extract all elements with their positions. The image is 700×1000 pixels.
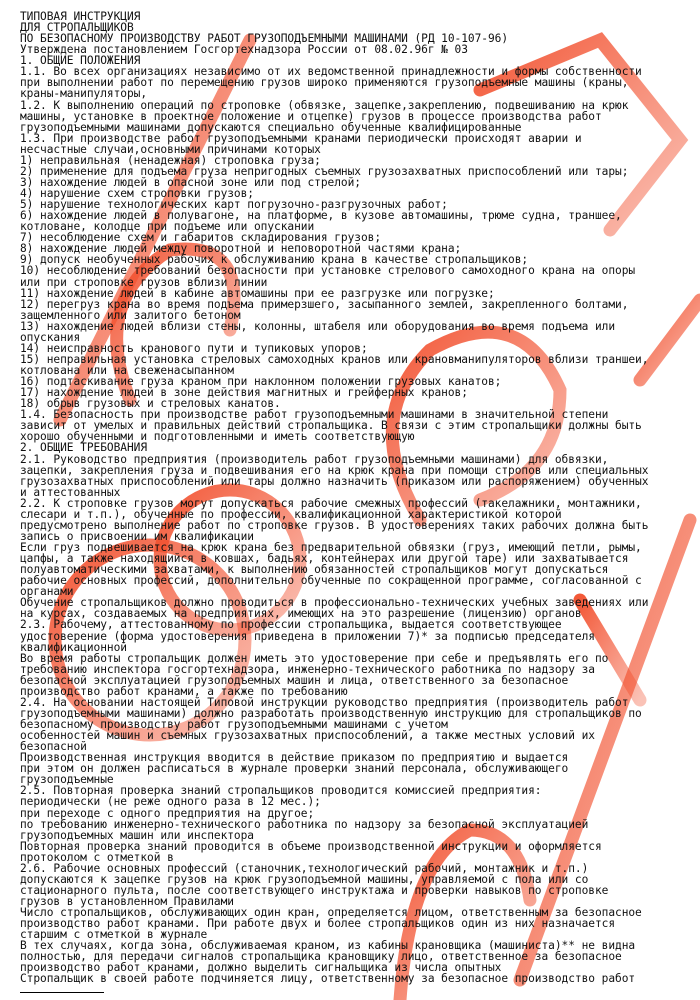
- text-line: 10) несоблюдение требований безопасности при установке стрелового самоходного крана на опоры: [20, 264, 636, 278]
- text-line: грузоподъемными машинами) должно разработать производственную инструкцию для стропальщиков по: [20, 706, 642, 720]
- text-line: Число стропальщиков, обслуживающих один кран, определяется лицом, ответственным за безопасное: [20, 906, 642, 920]
- text-line: производство работ кранами, а также по требованию: [20, 684, 348, 698]
- text-line: слесари и т.п.), обученные по профессии, квалификационной характеристикой которой: [20, 507, 562, 521]
- text-line: 1.3. При производстве работ грузоподъемными кранами периодически происходят аварии и: [20, 131, 582, 145]
- text-line: несчастные случаи,основными причинами которых: [20, 142, 321, 156]
- text-line: В тех случаях, когда зона, обслуживаемая краном, из кабины крановщика (машиниста)** не видна: [20, 939, 636, 953]
- text-line: грузов в установленном Правилами: [20, 895, 234, 908]
- text-line: 3) нахождение людей в опасной зоне или под стрелой;: [20, 175, 361, 189]
- text-line: 8) нахождение людей между поворотной и неповоротной частями крана;: [20, 242, 462, 256]
- text-line: по требованию инженерно-технического работника по надзору за безопасной эксплуатацией: [20, 817, 589, 831]
- text-line: 15) неправильная установка стреловых самоходных кранов или крановманипуляторов вблизи траншеи,: [20, 352, 649, 366]
- text-line: опускания: [20, 330, 81, 344]
- text-line: 5) нарушение технологических карт погрузочно-разгрузочных работ;: [20, 198, 448, 212]
- text-line: зависит от умелых и правильных действий стропальщика. В связи с этим стропальщики должны быть: [20, 419, 642, 433]
- text-line: органами: [20, 585, 74, 599]
- text-line: безопасной: [20, 740, 87, 754]
- text-line: 2.2. К строповке грузов могут допускаться рабочие смежных профессий (такелажники, монтажники,: [20, 496, 642, 510]
- text-line: безопасному производству работ грузоподъемными машинами с учетом: [20, 718, 448, 731]
- text-line: 12) перегруз крана во время подъема примерзшего, засыпанного землей, закрепленного болтами,: [20, 297, 629, 311]
- document-body: [20, 11, 700, 985]
- text-line: 1.1. Во всех организациях независимо от их ведомственной принадлежности и формы собственности: [20, 65, 642, 79]
- text-line: рабочие основных профессий, дополнительно обученные по сокращенной программе, согласованной с: [20, 574, 642, 588]
- text-line: полностью, для передачи сигналов стропальщика крановщику лицо, ответственное за безопасное: [20, 950, 622, 964]
- text-line: периодически (не реже одного раза в 12 мес.);: [20, 795, 321, 809]
- text-line: краны-манипуляторы,: [20, 87, 148, 101]
- text-line: 7) несоблюдение схем и габаритов складирования грузов;: [20, 231, 382, 245]
- text-line: 2.4. На основании настоящей Типовой инструкции руководство предприятия (производитель работ: [20, 695, 629, 709]
- text-line: 1) неправильная (ненадежная) строповка груза;: [20, 153, 321, 167]
- text-line: 6) нахождение людей в полувагоне, на платформе, в кузове автомашины, трюме судна, траншее,: [20, 209, 622, 223]
- text-line: протоколом с отметкой в: [20, 850, 174, 864]
- text-line: старшим с отметкой в журнале: [20, 928, 208, 942]
- text-line: хорошо обученными и подготовленными и иметь соответствующую: [20, 430, 415, 444]
- text-line: Обучение стропальщиков должно проводиться в профессионально-технических учебных заведениях или: [20, 596, 649, 610]
- text-line: защемленного или залитого бетоном: [20, 308, 241, 322]
- text-line: грузоподъемными машинами допускаются специально обученные квалифицированные: [20, 120, 522, 134]
- text-line: 2) применение для подъема груза непригодных съемных грузозахватных приспособлений или тары;: [20, 164, 629, 178]
- text-line: 13) нахождение людей вблизи стены, колонны, штабеля или оборудования во время подъема или: [20, 319, 616, 333]
- text-line: допускаются к зацепке грузов на крюк грузоподъемной машины, управляемой с пола или со: [20, 872, 589, 886]
- text-line: 1. ОБЩИЕ ПОЛОЖЕНИЯ: [20, 54, 141, 68]
- text-line: машины, установке в проектное положение и отцепке) грузов в процессе производства работ: [20, 109, 602, 123]
- text-line: 2.5. Повторная проверка знаний стропальщиков проводится комиссией предприятия:: [20, 784, 542, 798]
- text-line: 2.3. Рабочему, аттестованному по профессии стропальщика, выдается соответствующее: [20, 618, 562, 632]
- text-line: ДЛЯ СТРОПАЛЬЩИКОВ: [20, 21, 134, 35]
- text-line: при этом он должен расписаться в журнале проверки знаний персонала, обслуживающего: [20, 762, 569, 776]
- text-line: особенностей машин и съемных грузозахватных приспособлений, а также местных условий их: [20, 729, 595, 743]
- text-line: 2. ОБЩИЕ ТРЕБОВАНИЯ: [20, 441, 148, 455]
- text-line: 17) нахождение людей в зоне действия магнитных и грейферных кранов;: [20, 386, 468, 400]
- text-line: котловане, колодце при подъеме или опускании: [20, 220, 315, 234]
- text-line: квалификационной: [20, 640, 127, 654]
- text-line: Производственная инструкция вводится в действие приказом по предприятию и выдается: [20, 751, 569, 765]
- text-line: стационарного пульта, после соответствующего инструктажа и проверки навыков по строповке: [20, 883, 609, 897]
- text-line: при выполнении работ по перемещению грузов широко применяются грузоподъемные машины (краны,: [20, 76, 629, 90]
- text-line: Если груз подвешивается на крюк крана без предварительной обвязки (груз, имеющий петли, рымы,: [20, 541, 642, 554]
- text-line: Утверждена постановлением Госгортехнадзора России от 08.02.96г № 03: [20, 43, 468, 57]
- text-line: требованию инспектора госгортехнадзора, инженерно-технического работника по надзору за: [20, 662, 595, 676]
- text-line: полуавтоматическими захватами, к выполнению обязанностей стропальщиков могут допускаться: [20, 563, 609, 577]
- footnote-divider: [20, 992, 104, 993]
- text-line: 1.4. Безопасность при производстве работ грузоподъемными машинами в значительной степени: [20, 408, 609, 422]
- text-line: или при строповке грузов вблизи линии: [20, 275, 268, 289]
- text-line: удостоверение (форма удостоверения приведена в приложении 7)* за подписью председателя: [20, 629, 595, 643]
- text-line: Во время работы стропальщик должен иметь это удостоверение при себе и предъявлять его по: [20, 651, 609, 665]
- text-line: и аттестованных: [20, 485, 121, 499]
- text-line: грузоподъемных машин или инспектора: [20, 828, 254, 842]
- text-line: на курсах, создаваемых на предприятиях, имеющих на это разрешение (лицензию) органов: [20, 607, 582, 621]
- text-line: ПО БЕЗОПАСНОМУ ПРОИЗВОДСТВУ РАБОТ ГРУЗОПОДЪЕМНЫМИ МАШИНАМИ (РД 10-107-96): [20, 32, 509, 46]
- text-line: 16) подтаскивание груза краном при наклонном положении грузовых канатов;: [20, 375, 502, 389]
- text-line: предусмотрено выполнение работ по строповке грузов. В удостоверениях таких рабочих должна быть: [20, 518, 649, 532]
- text-line: котлована или на свеженасыпанном: [20, 364, 234, 377]
- text-line: 1.2. К выполнению операций по строповке (обвязке, зацепке,закреплению, подвешиванию на крюк: [20, 98, 629, 112]
- text-line: грузозахватных приспособлений или тары должно назначить (приказом или распоряжением) обученных: [20, 474, 649, 488]
- text-line: производство работ кранами, должно выделить сигнальщика из числа опытных: [20, 961, 502, 975]
- text-line: 11) нахождение людей в кабине автомашины при ее разгрузке или погрузке;: [20, 286, 495, 300]
- text-line: Повторная проверка знаний проводится в объеме производственной инструкции и оформляется: [20, 839, 602, 853]
- text-line: 9) допуск необученных рабочих к обслуживанию крана в качестве стропальщиков;: [20, 253, 529, 267]
- text-line: Стропальщик в своей работе подчиняется лицу, ответственному за безопасное производство работ: [20, 972, 636, 986]
- text-line: 18) обрыв грузовых и стреловых канатов.: [20, 397, 281, 411]
- text-line: грузоподъемные: [20, 773, 114, 787]
- text-line: 4) нарушение схем строповки грузов;: [20, 187, 254, 200]
- text-line: зацепки, закрепления груза и подвешивания его на крюк крана при помощи стропов или специальных: [20, 463, 649, 477]
- text-line: при переходе с одного предприятия на другое;: [20, 806, 315, 820]
- text-line: ТИПОВАЯ ИНСТРУКЦИЯ: [20, 10, 141, 23]
- text-line: цапфы, а также находящийся в ковшах, бадьях, контейнерах или другой таре) или захватывается: [20, 552, 629, 566]
- text-line: производство работ кранами. При работе двух и более стропальщиков один из них назначается: [20, 917, 616, 931]
- text-line: запись о присвоении им квалификации: [20, 529, 254, 543]
- text-line: 14) неисправность кранового пути и тупиковых упоров;: [20, 341, 368, 355]
- text-line: безопасной эксплуатацией грузоподъемных машин и лица, ответственного за безопасное: [20, 673, 569, 687]
- text-line: 2.6. Рабочие основных профессий (станочник,технологический рабочий, монтажник и т.п.): [20, 861, 589, 875]
- text-line: 2.1. Руководство предприятия (производитель работ грузоподъемными машинами) для обвязки,: [20, 452, 609, 466]
